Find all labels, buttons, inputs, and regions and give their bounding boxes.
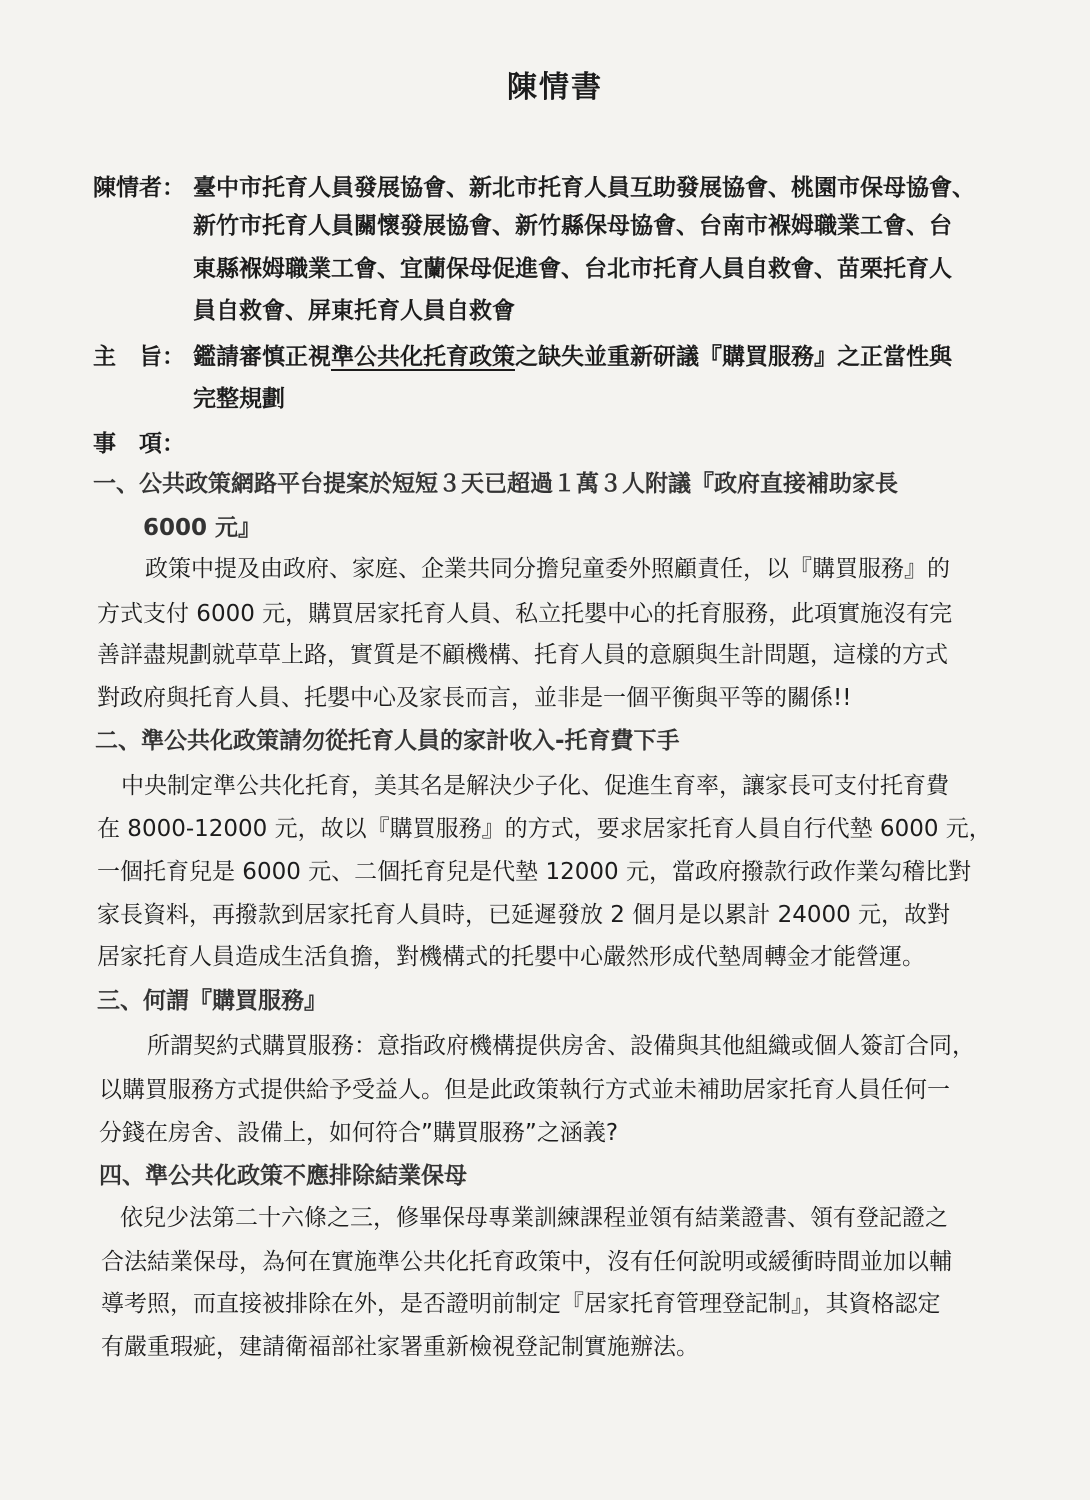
section1-paragraph-line: 方式支付 6000 元，購買居家托育人員、私立托嬰中心的托育服務，此項實施沒有完 xyxy=(97,601,953,627)
section2-paragraph-line: 中央制定準公共化托育，美其名是解決少子化、促進生育率，讓家長可支付托育費 xyxy=(121,773,949,799)
section2-paragraph-line: 居家托育人員造成生活負擔，對機構式的托嬰中心嚴然形成代墊周轉金才能營運。 xyxy=(97,944,925,970)
petitioner-line: 新竹市托育人員關懷發展協會、新竹縣保母協會、台南市褓姆職業工會、台 xyxy=(193,213,952,239)
section3-paragraph-line: 分錢在房舍、設備上，如何符合”購買服務”之涵義? xyxy=(99,1120,619,1146)
matters-label: 事 項： xyxy=(93,431,185,457)
subject-text: 之缺失並重新研議『購買服務』之正當性與 xyxy=(515,344,952,370)
petitioner-label: 陳情者： xyxy=(93,175,185,201)
section3-paragraph-line: 以購買服務方式提供給予受益人。但是此政策執行方式並未補助居家托育人員任何一 xyxy=(99,1077,950,1103)
section3-paragraph-line: 所謂契約式購買服務：意指政府機構提供房舍、設備與其他組織或個人簽訂合同， xyxy=(147,1033,975,1059)
section1-heading: 一、公共政策網路平台提案於短短３天已超過１萬３人附議『政府直接補助家長 xyxy=(93,471,898,497)
section1-paragraph-line: 政策中提及由政府、家庭、企業共同分擔兒童委外照顧責任，以『購買服務』的 xyxy=(145,556,950,582)
document-title: 陳情書 xyxy=(507,70,603,105)
subject-label: 主 旨： xyxy=(93,344,185,370)
section1-paragraph-line: 對政府與托育人員、托嬰中心及家長而言，並非是一個平衡與平等的關係!! xyxy=(97,685,852,711)
section1-paragraph-line: 善詳盡規劃就草草上路，實質是不顧機構、托育人員的意願與生計問題，這樣的方式 xyxy=(97,642,948,668)
section1-heading: 6000 元』 xyxy=(143,515,262,541)
section4-paragraph-line: 依兒少法第二十六條之三，修畢保母專業訓練課程並領有結業證書、領有登記證之 xyxy=(120,1205,948,1231)
section4-paragraph-line: 導考照，而直接被排除在外，是否證明前制定『居家托育管理登記制』，其資格認定 xyxy=(101,1291,941,1317)
petitioner-line: 臺中市托育人員發展協會、新北市托育人員互助發展協會、桃園市保母協會、 xyxy=(193,175,975,201)
subject-underlined-text: 準公共化托育政策 xyxy=(331,344,515,370)
subject-text: 鑑請審慎正視 xyxy=(193,344,331,370)
section2-paragraph-line: 一個托育兒是 6000 元、二個托育兒是代墊 12000 元，當政府撥款行政作業勾稽比對 xyxy=(97,859,971,885)
section2-paragraph-line: 家長資料，再撥款到居家托育人員時，已延遲發放 2 個月是以累計 24000 元，故對 xyxy=(97,902,951,928)
section3-heading: 三、何謂『購買服務』 xyxy=(97,988,327,1014)
petitioner-line: 員自救會、屏東托育人員自救會 xyxy=(193,298,515,324)
section2-heading: 二、準公共化政策請勿從托育人員的家計收入-托育費下手 xyxy=(95,728,680,754)
section4-paragraph-line: 有嚴重瑕疵，建請衛福部社家署重新檢視登記制實施辦法。 xyxy=(101,1334,699,1360)
subject-line-2: 完整規劃 xyxy=(193,386,285,412)
section4-paragraph-line: 合法結業保母，為何在實施準公共化托育政策中，沒有任何說明或緩衝時間並加以輔 xyxy=(101,1249,952,1275)
section4-heading: 四、準公共化政策不應排除結業保母 xyxy=(99,1163,467,1189)
petitioner-line: 東縣褓姆職業工會、宜蘭保母促進會、台北市托育人員自救會、苗栗托育人 xyxy=(193,256,952,282)
subject-line-1 xyxy=(193,341,952,373)
section2-paragraph-line: 在 8000-12000 元，故以『購買服務』的方式，要求居家托育人員自行代墊 6000 元， xyxy=(97,816,992,842)
